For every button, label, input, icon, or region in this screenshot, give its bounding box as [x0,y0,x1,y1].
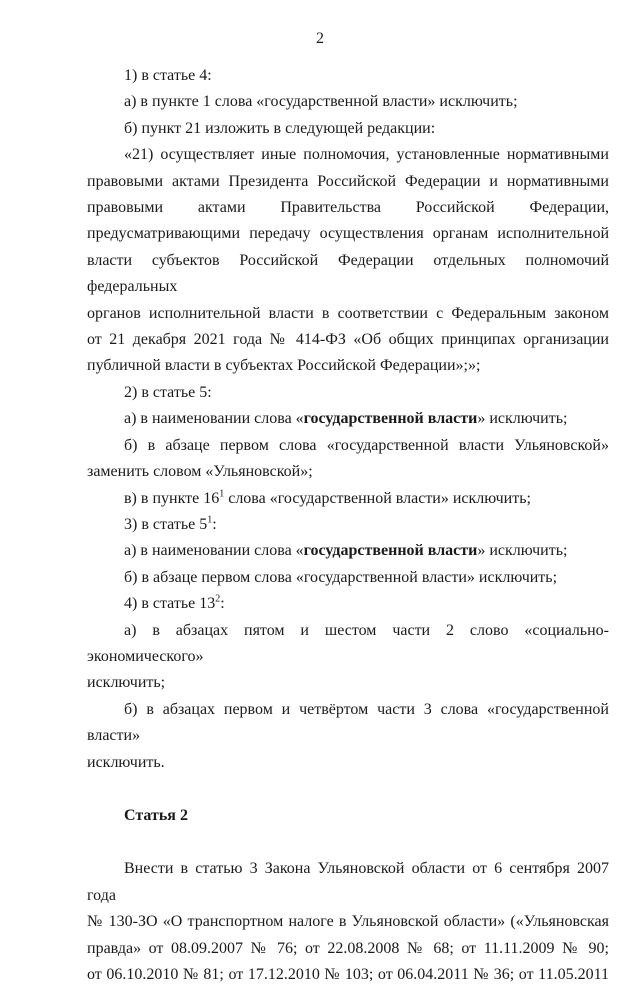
article-2-heading: Статья 2 [124,806,188,824]
quote-line: правовыми актами Правительства Российской Федерации, [87,199,609,217]
quote-line: «21) осуществляет иные полномочия, установленные нормативными [124,146,609,164]
list-item-4: 4) в статье $13^2$: [124,593,225,613]
list-item-2c: в) в пункте $16^1$ слова «государственной власти» исключить; [124,488,531,507]
list-item-3a: а) в наименовании слова «государственной власти» исключить; [124,542,568,560]
list-item-2b-line2: заменить словом «Ульяновской»; [87,463,313,481]
quote-line: правовыми актами Президента Российской Федерации и нормативными [87,172,609,190]
quote-line: от 21 декабря 2021 года № 414-ФЗ «Об общих принципах организации [87,331,609,349]
list-item-4b-line2: исключить. [87,753,165,771]
list-item-1a: а) в пункте 1 слова «государственной власти» исключить; [124,93,518,111]
quoted-amendment [87,142,609,380]
paragraph-line: Внести в статью 3 Закона Ульяновской области от 6 сентября 2007 года [87,860,609,904]
quote-line: предусматривающими передачу осуществления органам исполнительной [87,225,609,243]
list-item-4b-line1: б) в абзацах первом и четвёртом части 3 слова «государственной власти» [87,700,609,745]
page-number: 2 [316,30,324,47]
article-2-paragraph [87,856,609,988]
list-item-1: 1) в статье 4: [124,67,212,84]
list-item-3: 3) в статье $5^1$: [124,514,217,533]
quote-line: органов исполнительной власти в соответствии с Федеральным законом [87,304,609,322]
spacer [87,829,609,856]
list-item-2b-line1: б) в абзаце первом слова «государственной власти Ульяновской» [124,436,609,454]
list-item-2: 2) в статье 5: [124,383,212,401]
list-item-2a: а) в наименовании слова «государственной власти» исключить; [124,410,568,428]
document-body [87,63,609,988]
quote-line: публичной власти в субъектах Российской Федерации»;»; [87,357,481,375]
quote-line: власти субъектов Российской Федерации отдельных полномочий федеральных [87,251,609,296]
spacer [87,776,609,803]
list-item-3b: б) в абзаце первом слова «государственной власти» исключить; [124,568,558,586]
list-item-4a-line1: а) в абзацах пятом и шестом части 2 слово «социально-экономического» [87,621,609,665]
paragraph-line: от 06.10.2010 № 81; от 17.12.2010 № 103; от 06.04.2011 № 36; от 11.05.2011 [87,966,609,983]
list-item-4a-line2: исключить; [87,674,166,692]
list-item-1b: б) пункт 21 изложить в следующей редакции: [124,119,436,137]
paragraph-line: № 130-ЗО «О транспортном налоге в Ульяновской области» («Ульяновская [87,913,609,931]
paragraph-line: правда» от 08.09.2007 № 76; от 22.08.2008 № 68; от 11.11.2009 № 90; [87,939,609,957]
